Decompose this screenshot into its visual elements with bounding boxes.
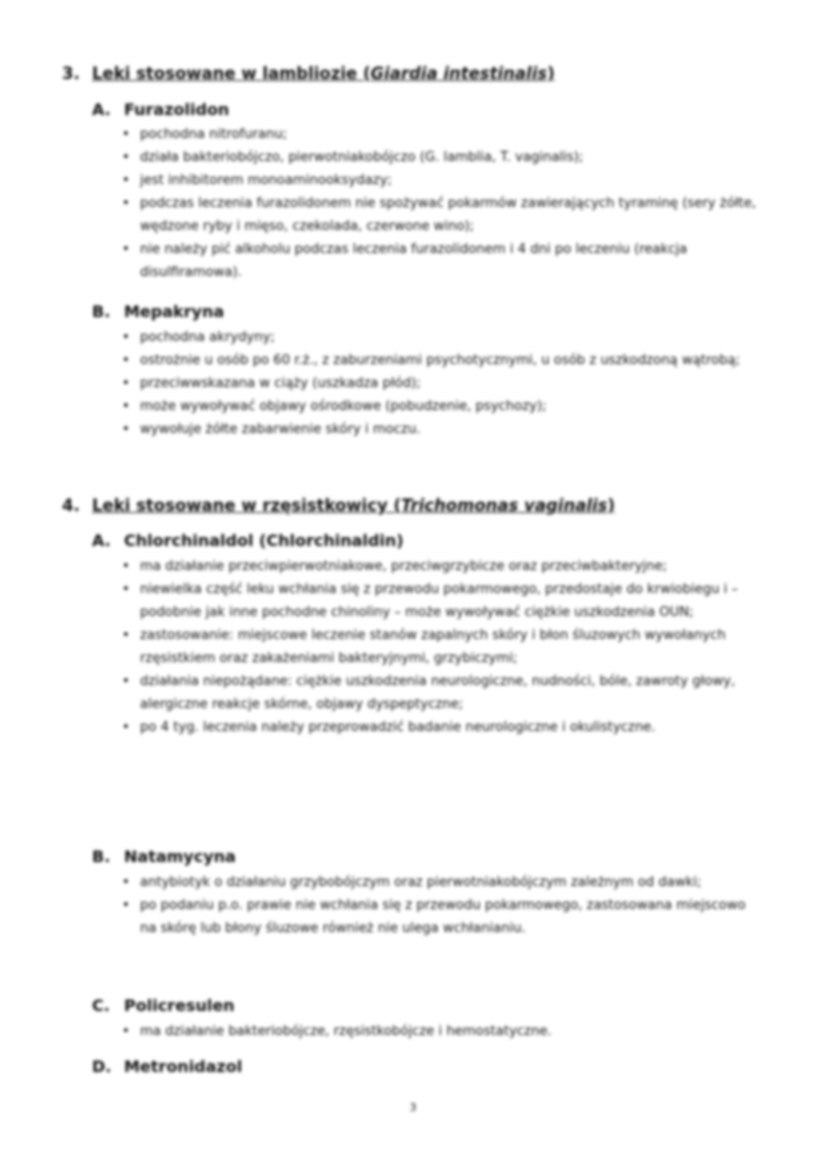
list-item: • antybiotyk o działaniu grzybobójczym oraz pierwotniakobójczym zależnym od dawki; bbox=[120, 871, 760, 894]
page-number: 3 bbox=[409, 1101, 417, 1114]
section-4-title-italic: Trichomonas vaginalis bbox=[401, 496, 608, 515]
furazolidon-letter: A. bbox=[92, 100, 111, 119]
furazolidon-heading bbox=[92, 100, 229, 119]
metronidazol-letter: D. bbox=[92, 1057, 112, 1076]
policresulen-letter: C. bbox=[92, 996, 110, 1015]
list-item: • podczas leczenia furazolidonem nie spożywać pokarmów zawierających tyraminę (sery żółte, wędzone ryby i mięso, czekolada, czerwone wino); bbox=[120, 192, 760, 238]
list-item: • zastosowanie: miejscowe leczenie stanów zapalnych skóry i błon śluzowych wywołanych rzęsistkiem oraz zakażeniami bakteryjnymi, grzybiczymi; bbox=[120, 624, 760, 670]
chlorchinaldol-letter: A. bbox=[92, 531, 111, 550]
policresulen-list bbox=[120, 1020, 760, 1043]
policresulen-heading bbox=[92, 996, 235, 1015]
section-4-title: Leki stosowane w rzęsistkowicy ( bbox=[92, 496, 402, 515]
list-item: • jest inhibitorem monoaminooksydazy; bbox=[120, 169, 760, 192]
natamycyna-heading bbox=[92, 847, 236, 866]
natamycyna-list bbox=[120, 871, 760, 940]
mepakryna-name: Mepakryna bbox=[124, 302, 225, 321]
mepakryna-letter: B. bbox=[92, 302, 111, 321]
list-item: • ma działanie przeciwpierwotniakowe, przeciwgrzybicze oraz przeciwbakteryjne; bbox=[120, 555, 760, 578]
section-3-title: Leki stosowane w lambliozie ( bbox=[92, 64, 371, 83]
policresulen-name: Policresulen bbox=[124, 996, 235, 1015]
list-item: • po podaniu p.o. prawie nie wchłania się z przewodu pokarmowego, zastosowana miejscowo na skórę lub błony śluzowe również nie ulega wchłanianiu. bbox=[120, 894, 760, 940]
section-3-title-italic: Giardia intestinalis bbox=[370, 64, 548, 83]
list-item: • po 4 tyg. leczenia należy przeprowadzić badanie neurologiczne i okulistyczne. bbox=[120, 716, 760, 739]
list-item: • nie należy pić alkoholu podczas leczenia furazolidonem i 4 dni po leczeniu (reakcja disulfiramowa). bbox=[120, 238, 760, 284]
furazolidon-name: Furazolidon bbox=[124, 100, 230, 119]
list-item: • ostrożnie u osób po 60 r.ż., z zaburzeniami psychotycznymi, u osób z uszkodzoną wątrobą; bbox=[120, 349, 760, 372]
list-item: • pochodna akrydyny; bbox=[120, 326, 760, 349]
chlorchinaldol-heading bbox=[92, 531, 404, 550]
section-4-number: 4. bbox=[62, 496, 80, 515]
list-item: • niewielka część leku wchłania się z przewodu pokarmowego, przedostaje do krwiobiegu i – podobnie jak inne pochodne chinoliny – może wywoływać ciężkie uszkodzenia OUN; bbox=[120, 578, 760, 624]
list-item: • może wywoływać objawy ośrodkowe (pobudzenie, psychozy); bbox=[120, 395, 760, 418]
list-item: • pochodna nitrofuranu; bbox=[120, 123, 760, 146]
section-4-title-end: ) bbox=[607, 496, 616, 515]
list-item: • wywołuje żółte zabarwienie skóry i moczu. bbox=[120, 418, 760, 441]
section-3-heading bbox=[62, 64, 555, 83]
natamycyna-name: Natamycyna bbox=[124, 847, 236, 866]
section-3-number: 3. bbox=[62, 64, 80, 83]
list-item: • ma działanie bakteriobójcze, rzęsistkobójcze i hemostatyczne. bbox=[120, 1020, 760, 1043]
section-3-title-end: ) bbox=[547, 64, 555, 83]
natamycyna-letter: B. bbox=[92, 847, 111, 866]
metronidazol-name: Metronidazol bbox=[124, 1057, 243, 1076]
chlorchinaldol-list bbox=[120, 555, 760, 739]
furazolidon-list bbox=[120, 123, 760, 284]
mepakryna-list bbox=[120, 326, 760, 441]
metronidazol-heading bbox=[92, 1057, 242, 1076]
mepakryna-heading bbox=[92, 302, 224, 321]
section-4-heading bbox=[62, 496, 615, 515]
chlorchinaldol-name: Chlorchinaldol (Chlorchinaldin) bbox=[124, 531, 404, 550]
list-item: • działania niepożądane: ciężkie uszkodzenia neurologiczne, nudności, bóle, zawroty głowy, alergiczne reakcje skórne, objawy dyspeptyczne; bbox=[120, 670, 760, 716]
list-item: • przeciwwskazana w ciąży (uszkadza płód); bbox=[120, 372, 760, 395]
list-item: • działa bakteriobójczo, pierwotniakobójczo (G. lamblia, T. vaginalis); bbox=[120, 146, 760, 169]
